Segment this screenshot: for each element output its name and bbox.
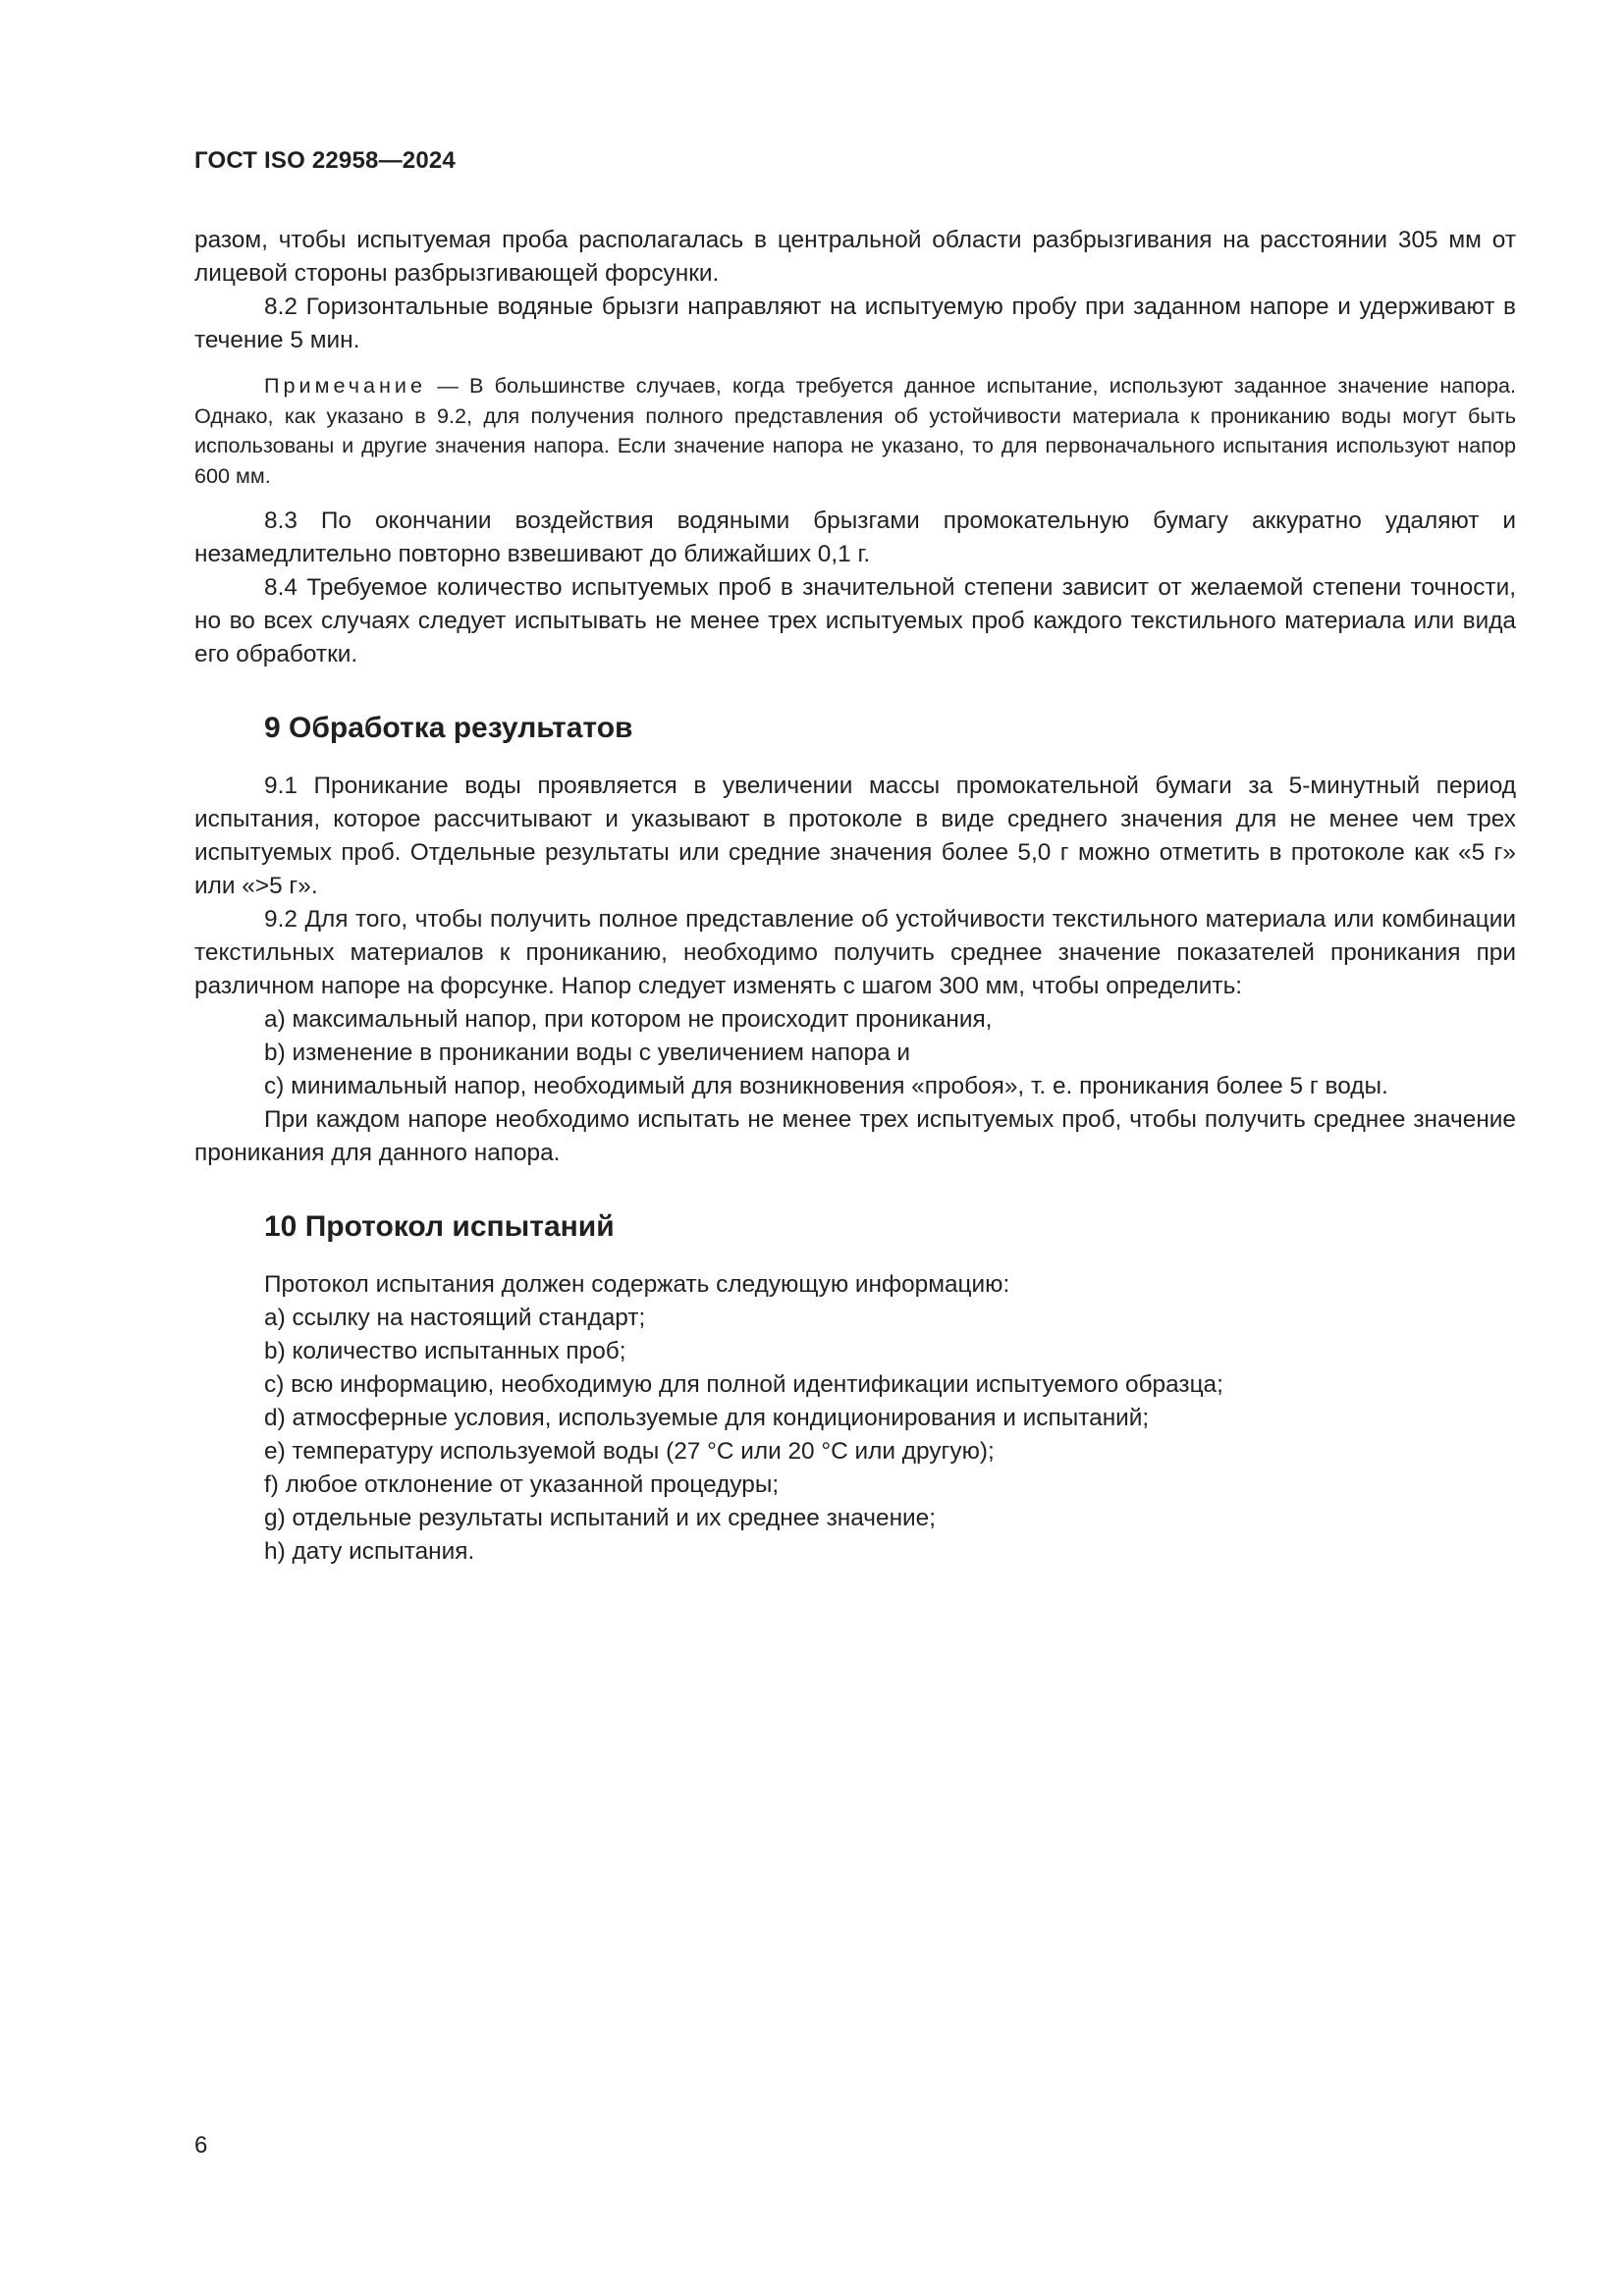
note <box>194 371 1516 491</box>
document-page <box>194 0 1516 2296</box>
list-item-9-2-c: c) минимальный напор, необходимый для возникновения «пробоя», т. е. проникания более 5 г воды. <box>264 1073 1388 1099</box>
section-10-heading: 10 Протокол испытаний <box>264 1210 615 1243</box>
list-item-10-e: e) температуру используемой воды (27 °C или 20 °C или другую); <box>264 1438 995 1465</box>
document-header: ГОСТ ISO 22958—2024 <box>194 147 456 174</box>
list-item-10-c: c) всю информацию, необходимую для полной идентификации испытуемого образца; <box>264 1371 1223 1398</box>
document-body <box>194 224 1516 1569</box>
page-number: 6 <box>194 2132 208 2159</box>
list-item-10-g: g) отдельные результаты испытаний и их среднее значение; <box>264 1505 937 1531</box>
paragraph-9-2-end: При каждом напоре необходимо испытать не менее трех испытуемых проб, чтобы получить среднее значение проникания для данного напора. <box>194 1106 1516 1166</box>
list-item-10-d: d) атмосферные условия, используемые для кондиционирования и испытаний; <box>264 1405 1150 1431</box>
paragraph-continued: разом, чтобы испытуемая проба располагалась в центральной области разбрызгивания на расстоянии 305 мм от лицевой стороны разбрызгивающей форсунки. <box>194 227 1516 287</box>
paragraph-8-4: 8.4 Требуемое количество испытуемых проб в значительной степени зависит от желаемой степени точности, но во всех случаях следует испытывать не менее трех испытуемых проб каждого текстильного материала или вида его обработки. <box>194 574 1516 667</box>
note-text: — В большинстве случаев, когда требуется данное испытание, используют заданное значение напора. Однако, как указано в 9.2, для получения полного представления об устойчивости материала к прониканию воды могут быть использованы и другие значения напора. Если значение напора не указано, то для первоначального испытания используют напор 600 мм. <box>194 373 1516 488</box>
list-item-10-f: f) любое отклонение от указанной процедуры; <box>264 1471 780 1498</box>
note-label: Примечание <box>264 373 426 398</box>
paragraph-9-2: 9.2 Для того, чтобы получить полное представление об устойчивости текстильного материала или комбинации текстильных материалов к прониканию, необходимо получить среднее значение показателей проникания при различном напоре на форсунке. Напор следует изменять с шагом 300 мм, чтобы определить: <box>194 906 1516 999</box>
list-item-10-a: a) ссылку на настоящий стандарт; <box>264 1305 646 1331</box>
section-9-heading: 9 Обработка результатов <box>264 712 633 744</box>
list-item-9-2-b: b) изменение в проникании воды с увеличением напора и <box>264 1040 911 1066</box>
list-item-10-h: h) дату испытания. <box>264 1538 475 1565</box>
list-item-10-b: b) количество испытанных проб; <box>264 1338 626 1364</box>
list-item-9-2-a: a) максимальный напор, при котором не происходит проникания, <box>264 1006 993 1033</box>
paragraph-9-1: 9.1 Проникание воды проявляется в увеличении массы промокательной бумаги за 5-минутный период испытания, которое рассчитывают и указывают в протоколе в виде среднего значения для не менее чем трех испытуемых проб. Отдельные результаты или средние значения более 5,0 г можно отметить в протоколе как «5 г» или «>5 г». <box>194 773 1516 899</box>
paragraph-8-2: 8.2 Горизонтальные водяные брызги направляют на испытуемую пробу при заданном напоре и удерживают в течение 5 мин. <box>194 294 1516 353</box>
paragraph-8-3: 8.3 По окончании воздействия водяными брызгами промокательную бумагу аккуратно удаляют и незамедлительно повторно взвешивают до ближайших 0,1 г. <box>194 507 1516 567</box>
paragraph-10-intro: Протокол испытания должен содержать следующую информацию: <box>264 1271 1010 1298</box>
